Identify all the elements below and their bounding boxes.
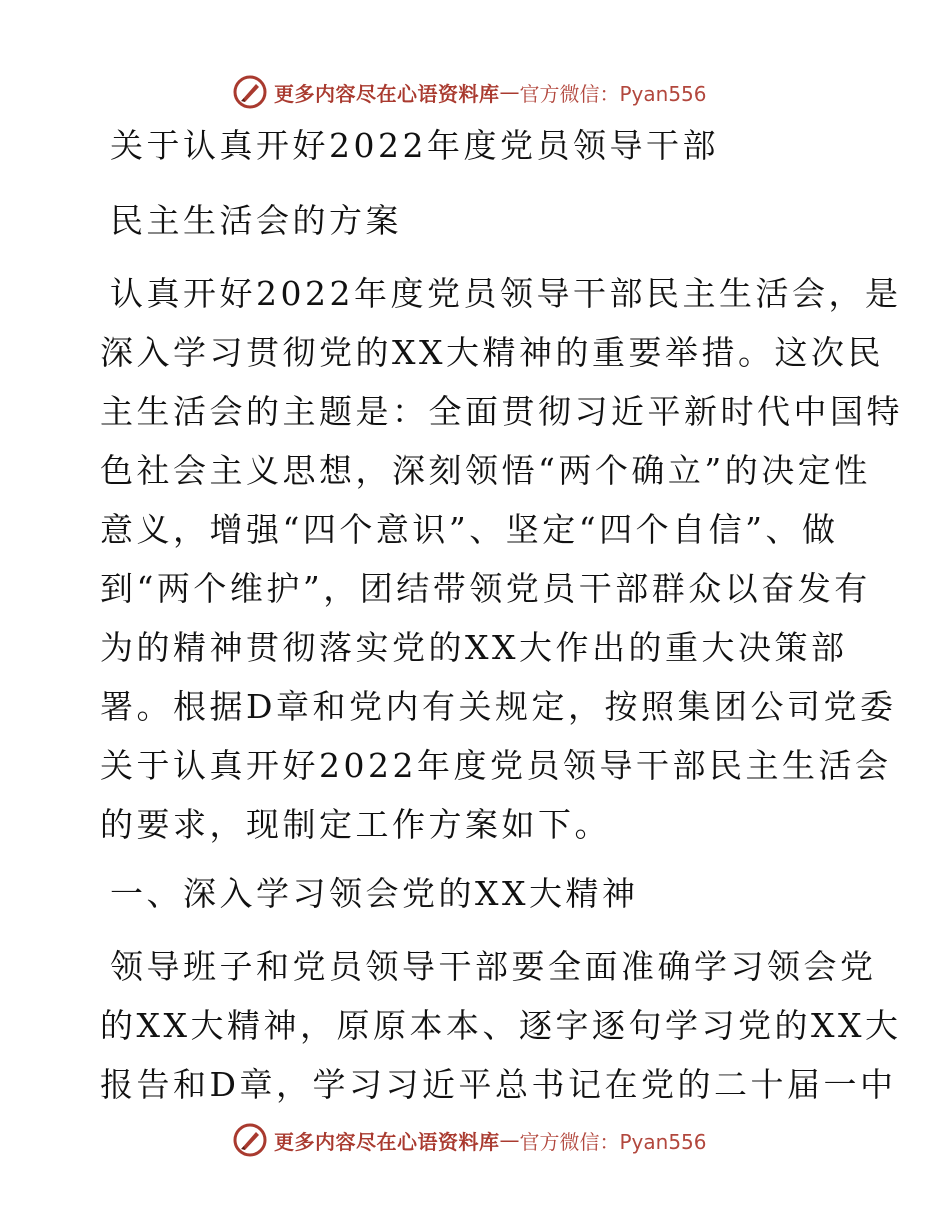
section-heading: 一、深入学习领会党的XX大精神 [110,874,639,913]
watermark-wechat-text: 官方微信：Pyan556 [519,1129,707,1154]
watermark-header [232,72,707,112]
paragraph-line: 意义，增强“四个意识”、坚定“四个自信”、做 [100,510,839,549]
watermark-main-text: 更多内容尽在心语资料库 [274,1129,500,1154]
paragraph-line: 主生活会的主题是：全面贯彻习近平新时代中国特 [100,392,903,431]
quill-logo-icon [232,1122,268,1158]
watermark-separator: — [499,1128,520,1152]
document-title-line-2: 民主生活会的方案 [110,201,402,240]
paragraph-line: 的XX大精神，原原本本、逐字逐句学习党的XX大 [100,1006,902,1045]
paragraph-line: 到“两个维护”，团结带领党员干部群众以奋发有 [100,569,871,608]
paragraph-line: 关于认真开好2022年度党员领导干部民主生活会 [100,746,892,785]
paragraph-line: 为的精神贯彻落实党的XX大作出的重大决策部 [100,628,848,667]
paragraph-line: 色社会主义思想，深刻领悟“两个确立”的决定性 [100,451,871,490]
paragraph-line: 报告和D章，学习习近平总书记在党的二十届一中 [100,1065,897,1104]
paragraph-line: 领导班子和党员领导干部要全面准确学习领会党 [110,947,877,986]
paragraph-line: 署。根据D章和党内有关规定，按照集团公司党委 [100,687,897,726]
paragraph-line: 认真开好2022年度党员领导干部民主生活会，是 [110,274,902,313]
watermark-footer [232,1120,707,1160]
watermark-main-text: 更多内容尽在心语资料库 [274,81,500,106]
watermark-wechat-text: 官方微信：Pyan556 [519,81,707,106]
quill-logo-icon [232,74,268,110]
paragraph-line: 的要求，现制定工作方案如下。 [100,805,611,844]
document-title-line-1: 关于认真开好2022年度党员领导干部 [110,126,719,165]
paragraph-line: 深入学习贯彻党的XX大精神的重要举措。这次民 [100,333,884,372]
watermark-separator: — [499,80,520,104]
